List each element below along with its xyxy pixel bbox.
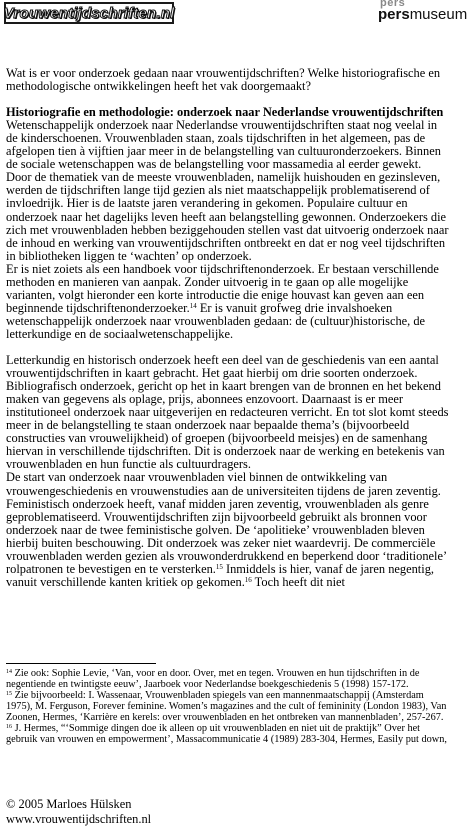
text-line: Wat is er voor onderzoek gedaan naar vrouwentijdschriften? Welke historiografische en bbox=[6, 66, 441, 80]
footnote: 1975), M. Ferguson, Forever feminine. Women’s magazines and the cult of femininity (London 1983), Van bbox=[6, 701, 447, 712]
text-line: Feministisch onderzoek heeft, vanaf midden jaren zeventig, vrouwenbladen als genre bbox=[6, 496, 429, 511]
vrouwentijdschriften-logo[interactable] bbox=[4, 2, 174, 24]
footnote: gebruik van vrouwen en empowerment’, Massacommunicatie 4 (1989) 283-304, Hermes, Easily put down, bbox=[6, 734, 447, 745]
footnote: $^{15}$ Zie bijvoorbeeld: I. Wassenaar, Vrouwenbladen spiegels van een mannenmaatschappij (Amsterdam bbox=[6, 690, 424, 701]
footnote-divider bbox=[6, 663, 156, 664]
text-line: beginnende tijdschriftenonderzoeker.$^{14}$ Er is vanuit grofweg drie invalshoeken bbox=[6, 300, 393, 315]
text-line: vrouwengeschiedenis en vrouwenstudies aan de universiteiten tijdens de jaren zeventig. bbox=[6, 483, 441, 498]
text-line: maken van gegevens als oplage, prijs, abonnees enzovoort. Daarnaast is er meer bbox=[6, 392, 404, 407]
text-line: werden de tijdschriften lange tijd gezien als niet maatschappelijk problematiserend of bbox=[6, 183, 430, 198]
text-line: de sociale wetenschappen was de belangstelling voor massamedia al eerder gewekt. bbox=[6, 157, 422, 172]
text-line: hierbij buiten beschouwing. Dit onderzoek was zeker niet waardevrij. De commerciële bbox=[6, 535, 436, 550]
section-heading: Historiografie en methodologie: onderzoek naar Nederlandse vrouwentijdschriften bbox=[6, 105, 444, 120]
text-line: De start van onderzoek naar vrouwenbladen viel binnen de ontwikkeling van bbox=[6, 470, 388, 485]
text-line: afgelopen tien à vijftien jaar meer in de belangstelling van cultuuronderzoekers. Binnen bbox=[6, 144, 441, 159]
logo-text: Vrouwentijdschriften.nl bbox=[3, 4, 175, 22]
text-line: vrouwentijdschriften in kaart gebracht. Het gaat hierbij om drie soorten onderzoek. bbox=[6, 366, 418, 381]
text-line: onderzoek naar het dagelijks leven heeft aan belangstelling gewonnen. Onderzoekers die bbox=[6, 209, 447, 224]
text-line: methoden en manieren van aanpak. Zonder uitvoerig in te gaan op alle mogelijke bbox=[6, 274, 409, 289]
footnote-ref[interactable]: 14 bbox=[189, 301, 197, 310]
text-line: meer in de belangstelling te staan onderzoek naar bepaalde thema’s (bijvoorbeeld bbox=[6, 418, 410, 433]
text-line: in bibliotheken liggen te ‘wachten’ op onderzoek. bbox=[6, 248, 252, 263]
text-line: hiervan in verschillende tijdschriften. Dit is onderzoek naar de werking en betekenis van bbox=[6, 444, 445, 459]
text-line: vrouwenbladen en hun functie als cultuurdragers. bbox=[6, 457, 251, 472]
text-line: onderzoek naar de twee feministische golven. De ‘apolitieke’ vrouwenbladen bleven bbox=[6, 522, 425, 537]
page-header bbox=[0, 0, 474, 30]
site-url-link[interactable]: www.vrouwentijdschriften.nl bbox=[6, 812, 152, 826]
text-line: geproblematiseerd. Vrouwentijdschriften zijn bijvoorbeeld gebruikt als bronnen voor bbox=[6, 509, 427, 524]
footnote-ref[interactable]: 16 bbox=[244, 575, 252, 584]
text-line: Er is niet zoiets als een handboek voor tijdschriftenonderzoek. Er bestaan verschillende bbox=[6, 261, 439, 276]
footnotes bbox=[6, 668, 470, 745]
text-line: Letterkundig en historisch onderzoek heeft een deel van de geschiedenis van een aantal bbox=[6, 353, 439, 368]
text-line: Wetenschappelijk onderzoek naar Nederlandse vrouwentijdschriften staat nog veelal in bbox=[6, 118, 438, 133]
copyright-text: © 2005 Marloes Hülsken bbox=[6, 797, 132, 811]
text-line: de kinderschoenen. Vrouwenbladen staan, zoals tijdschriften in het algemeen, pas de bbox=[6, 131, 426, 146]
text-line: rolpatronen te bevestigen en te versterken.$^{15}$ Inmiddels is hier, vanaf de jaren negentig, bbox=[6, 561, 434, 576]
text-line: methodologische ontwikkelingen heeft het vak doorgemaakt? bbox=[6, 79, 311, 94]
article-body bbox=[6, 67, 470, 589]
logo-persmuseum: persmuseum bbox=[378, 6, 468, 23]
page-footer bbox=[6, 797, 151, 827]
text-line: de inhoud en werking van vrouwentijdschriften ontbreekt en dat er nog veel tijdschriften bbox=[6, 235, 446, 250]
text-line: Bibliografisch onderzoek, gericht op het in kaart brengen van de bronnen en het bekend bbox=[6, 379, 441, 394]
footnote: negentiende en twintigste eeuw’, Jaarboek voor Nederlandse boekgeschiedenis 5 (1998) 157-172. bbox=[6, 679, 409, 690]
text-line: varianten, volgt hieronder een korte introductie die enige houvast kan geven aan een bbox=[6, 287, 425, 302]
text-line: institutioneel onderzoek naar uitgeverijen en redacteuren verricht. En tot slot komt steeds bbox=[6, 405, 449, 420]
footnote: Zoonen, Hermes, ‘Karrière en kerels: over vrouwenbladen en het ontbreken van mannenbladen’, 257-267. bbox=[6, 712, 444, 723]
footnote-ref[interactable]: 15 bbox=[215, 562, 223, 571]
text-line: vrouwenbladen werden gezien als vrouwonderdrukkend en beperkend door ‘traditionele’ bbox=[6, 548, 448, 563]
footnote: $^{14}$ Zie ook: Sophie Levie, ‘Van, voor en door. Over, met en tegen. Vrouwen en hun tijdschriften in de bbox=[6, 668, 420, 679]
persmuseum-logo[interactable] bbox=[378, 0, 470, 26]
text-line: Door de thematiek van de meeste vrouwenbladen, namelijk huishouden en gezinsleven, bbox=[6, 170, 441, 185]
logo-pers-top: pers bbox=[380, 0, 406, 9]
footnote: $^{16}$ J. Hermes, “‘Sommige dingen doe ik alleen op uit vrouwenbladen en niet uit de praktijk” Over het bbox=[6, 723, 421, 734]
text-line: wetenschappelijk onderzoek naar vrouwenbladen gedaan: de (cultuur)historische, de bbox=[6, 313, 426, 328]
text-line: invloedrijk. Hier is de laatste jaren verandering in gekomen. Populaire cultuur en bbox=[6, 196, 408, 211]
text-line: zich met vrouwenbladen hebben beziggehouden stellen vast dat uitvoerig onderzoek naar bbox=[6, 222, 449, 237]
text-line: letterkundige en de sociaalwetenschappelijke. bbox=[6, 326, 234, 341]
text-line: constructies van vrouwelijkheid) of groepen (bijvoorbeeld meisjes) en de samenhang bbox=[6, 431, 428, 446]
text-line: vanuit verschillende kanten kritiek op gekomen.$^{16}$ Toch heeft dit niet bbox=[6, 574, 345, 589]
